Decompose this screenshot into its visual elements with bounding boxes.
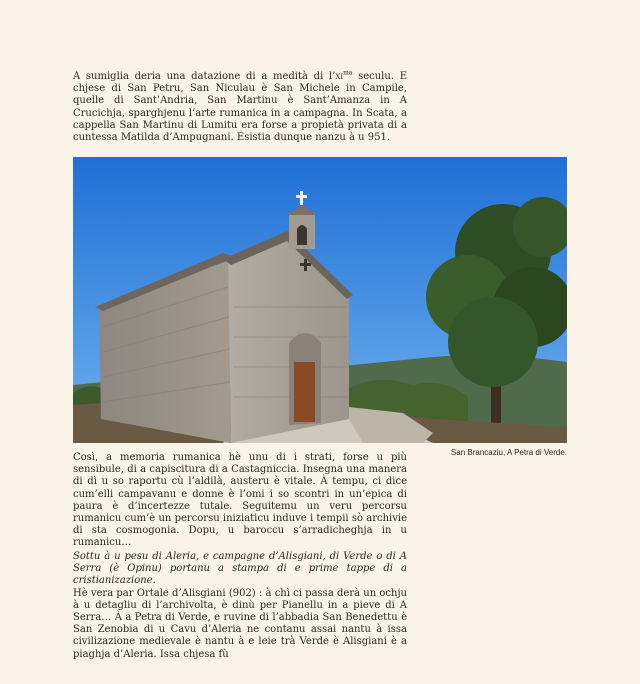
church-photo: [73, 157, 567, 443]
intro-paragraph: [73, 71, 407, 144]
aleria-paragraph: [73, 551, 407, 661]
intro-text-rest: seculu. E chjese di San Petru, San Niculau è San Michele in Campile, quelle di Sant’Andria, San Martinu è Sant’Amanza in A Crucichja, sparghjenu l’arte rumanica in a campagna. In Scata, a cappella San Martinu di Lumitu era forse a propietà privata di a cuntessa Matilda d’Ampugnani. Esistia dunque nanzu à u 951.: [73, 71, 407, 144]
century-numeral: xi: [335, 71, 344, 82]
memory-paragraph: Così, a memoria rumanica hè unu di i strati, forse u più sensibule, di a capiscitura di a Castagniccia. Insegna una manera di dì u so raportu cù l’aldilà, austeru è vitale. À tempu, ci dice cum’elli campavanu e donne è l’omi i so scontri in un’epica di paura è d’incertezze tutale. Seguitemu un veru percorsu rumanicu cum’è un percorsu iniziaticu induve i tempii sò archivie di sta cosmogonia. Dopu, u baroccu s’arradicheghja in u rumanicu…: [73, 452, 407, 549]
aleria-intro-italic: Sottu à u pesu di Aleria, e campagne d’Alisgiani, di Verde o di A Serra (è Opinu) portanu a stampa di e prime tappe di a cristianizazione.: [73, 551, 407, 587]
aleria-body: Hè vera par Ortale d’Alisgiani (902) : à chì ci passa derà un ochju à u detagliu di l’archivolta, è dinù per Pianellu in a pieve di A Serra… À a Petra di Verde, e ruvine di l’abbadia San Benedettu è San Zenobia di u Cavu d’Aleria ne contanu assai nantu à issa civilizazione medievale è nantu à e leie trà Verde è Alisgiani è a piaghja d’Aleria. Issa chjesa fù: [73, 587, 407, 660]
century-superscript: ma: [343, 69, 353, 77]
photo-caption: San Brancaziu, A Petra di Verde.: [450, 448, 567, 457]
intro-text: A sumiglia deria una datazione di a medità di l’: [73, 71, 336, 82]
